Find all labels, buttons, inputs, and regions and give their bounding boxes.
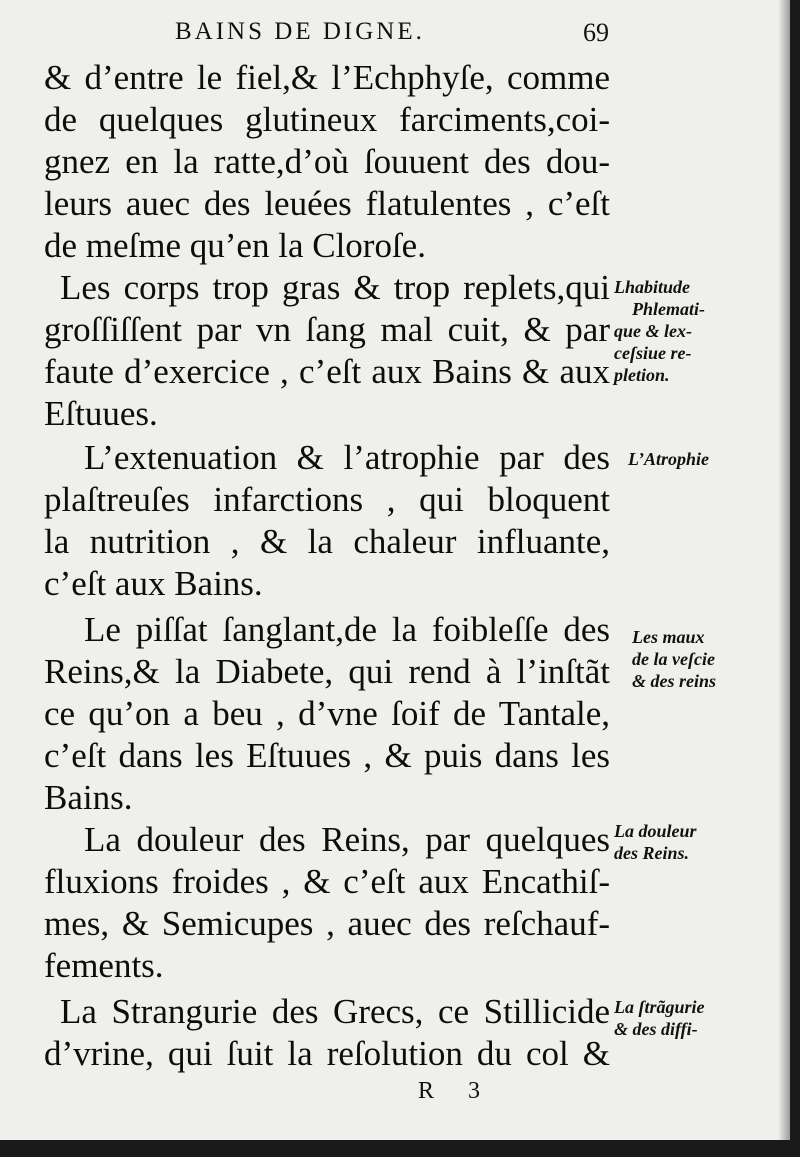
- signature-mark: R 3: [418, 1078, 495, 1104]
- body-line: mes, & Semicupes , auec des reſchauf-: [44, 904, 610, 943]
- body-line: Reins,& la Diabete, qui rend à l’inſtãt: [44, 652, 610, 691]
- margin-note-habitude: Lhabitude Phlemati- que & lex- ceſsiue re- pletion.: [614, 277, 705, 385]
- body-line: gnez en la ratte,d’où ſouuent des dou-: [44, 142, 610, 181]
- body-line: d’vrine, qui ſuit la reſolution du col &: [44, 1034, 610, 1073]
- body-line: leurs auec des leuées flatulentes , c’eſt: [44, 184, 610, 223]
- body-line: L’extenuation & l’atrophie par des: [84, 438, 610, 477]
- body-line: c’eſt dans les Eſtuues , & puis dans les: [44, 736, 610, 775]
- body-line: fluxions froides , & c’eſt aux Encathiſ-: [44, 862, 610, 901]
- body-line: faute d’exercice , c’eſt aux Bains & aux: [44, 352, 610, 391]
- body-line: groſſiſſent par vn ſang mal cuit, & par: [44, 310, 610, 349]
- body-line: Bains.: [44, 778, 133, 817]
- body-line: Les corps trop gras & trop replets,qui: [60, 268, 610, 307]
- page-number: 69: [583, 18, 609, 47]
- body-line: la nutrition , & la chaleur influante,: [44, 522, 610, 561]
- body-line: fements.: [44, 946, 164, 985]
- body-line: plaſtreuſes infarctions , qui bloquent: [44, 480, 610, 519]
- margin-note-douleur-reins: La douleur des Reins.: [614, 821, 697, 863]
- margin-note-strangurie: La ſtrãgurie & des diffi-: [614, 997, 705, 1039]
- body-line: Eſtuues.: [44, 394, 158, 433]
- body-line: de quelques glutineux farciments,coi-: [44, 100, 610, 139]
- running-title: BAINS DE DIGNE.: [175, 18, 425, 45]
- margin-note-atrophie: L’Atrophie: [628, 449, 710, 469]
- body-line: La douleur des Reins, par quelques: [84, 820, 610, 859]
- body-line: & d’entre le fiel,& l’Echphyſe, comme: [44, 58, 610, 97]
- body-line: La Strangurie des Grecs, ce Stillicide: [60, 992, 610, 1031]
- body-line: de meſme qu’en la Cloroſe.: [44, 226, 426, 265]
- body-line: c’eſt aux Bains.: [44, 564, 263, 603]
- body-line: Le piſſat ſanglant,de la foibleſſe des: [84, 610, 610, 649]
- margin-note-maux-reins: Les maux de la veſcie & des reins: [632, 627, 717, 691]
- body-line: ce qu’on a beu , d’vne ſoif de Tantale,: [44, 694, 610, 733]
